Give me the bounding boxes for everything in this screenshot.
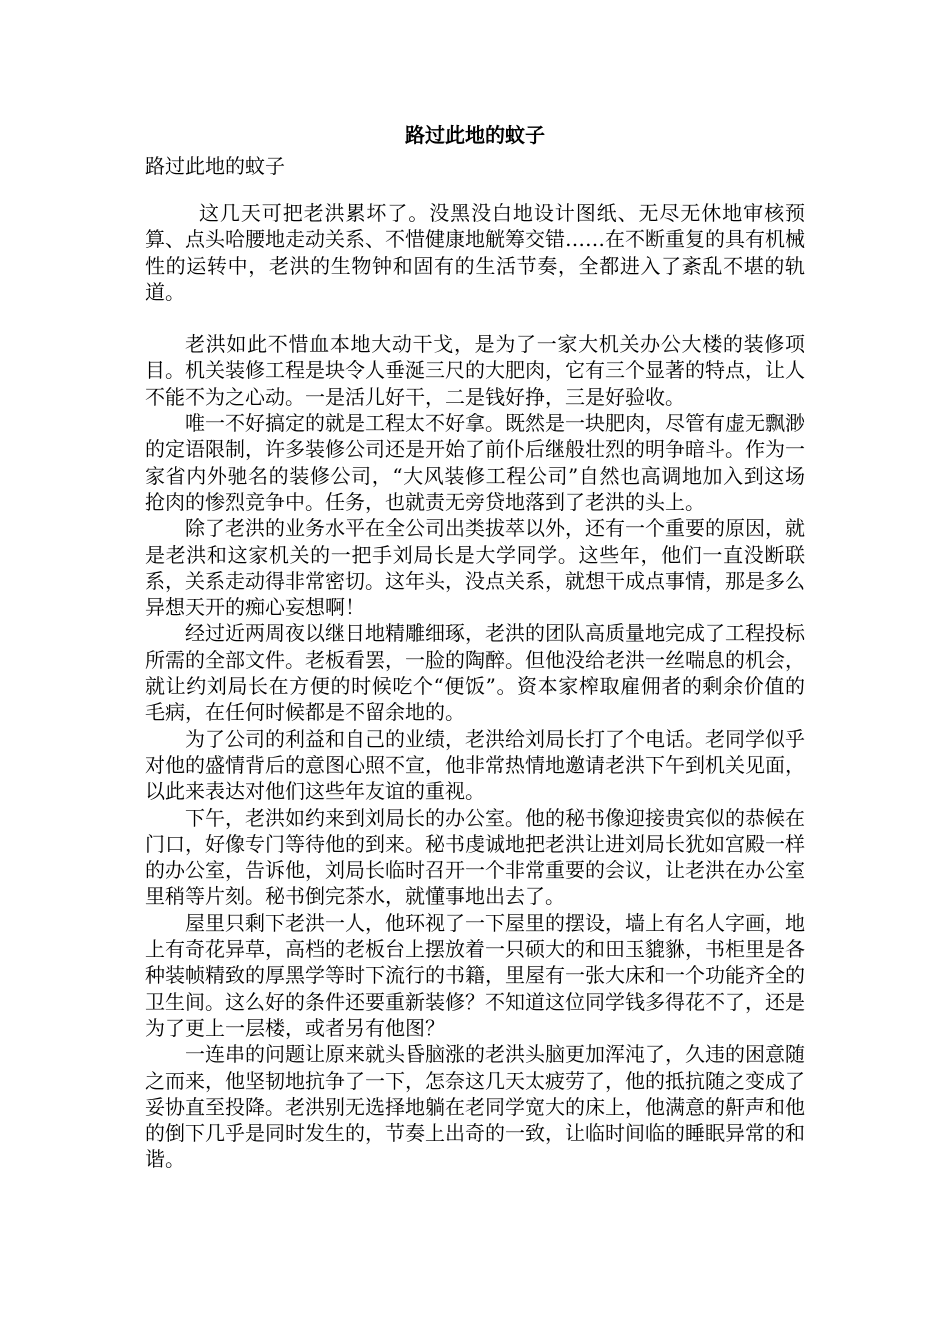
paragraph-6: 为了公司的利益和自己的业绩，老洪给刘局长打了个电话。老同学似乎对他的盛情背后的意图心照不宣，他非常热情地邀请老洪下午到机关见面，以此来表达对他们这些年友谊的重视。 bbox=[145, 726, 805, 804]
document-subtitle: 路过此地的蚊子 bbox=[145, 154, 285, 178]
paragraph-4: 除了老洪的业务水平在全公司出类拔萃以外，还有一个重要的原因，就是老洪和这家机关的一把手刘局长是大学同学。这些年，他们一直没断联系，关系走动得非常密切。这年头，没点关系，就想干成点事情，那是多么异想天开的痴心妄想啊！ bbox=[145, 516, 805, 620]
paragraph-5: 经过近两周夜以继日地精雕细琢，老洪的团队高质量地完成了工程投标所需的全部文件。老板看罢，一脸的陶醉。但他没给老洪一丝喘息的机会，就让约刘局长在方便的时候吃个“便饭”。资本家榨取雇佣者的剩余价值的毛病，在任何时候都是不留余地的。 bbox=[145, 621, 805, 725]
document-page bbox=[145, 118, 805, 1173]
paragraph-1: 这几天可把老洪累坏了。没黑没白地设计图纸、无尽无休地审核预算、点头哈腰地走动关系、不惜健康地觥筹交错……在不断重复的具有机械性的运转中，老洪的生物钟和固有的生活节奏，全都进入了紊乱不堪的轨道。 bbox=[145, 201, 805, 304]
paragraph-9: 一连串的问题让原来就头昏脑涨的老洪头脑更加浑沌了，久违的困意随之而来，他坚韧地抗争了一下，怎奈这几天太疲劳了，他的抵抗随之变成了妥协直至投降。老洪别无选择地躺在老同学宽大的床上，他满意的鼾声和他的倒下几乎是同时发生的，节奏上出奇的一致，让临时间临的睡眠异常的和谐。 bbox=[145, 1042, 805, 1172]
paragraph-2: 老洪如此不惜血本地大动干戈，是为了一家大机关办公大楼的装修项目。机关装修工程是块令人垂涎三尺的大肥肉，它有三个显著的特点，让人不能不为之心动。一是活儿好干，二是钱好挣，三是好验收。 bbox=[145, 332, 805, 409]
paragraph-8: 屋里只剩下老洪一人，他环视了一下屋里的摆设，墙上有名人字画，地上有奇花异草，高档的老板台上摆放着一只硕大的和田玉貔貅，书柜里是各种装帧精致的厚黑学等时下流行的书籍，里屋有一张大床和一个功能齐全的卫生间。这么好的条件还要重新装修？不知道这位同学钱多得花不了，还是为了更上一层楼，或者另有他图？ bbox=[145, 910, 805, 1040]
document-title: 路过此地的蚊子 bbox=[405, 123, 545, 147]
paragraph-3: 唯一不好搞定的就是工程太不好拿。既然是一块肥肉，尽管有虚无飘渺的定语限制，许多装修公司还是开始了前仆后继般壮烈的明争暗斗。作为一家省内外驰名的装修公司，“大风装修工程公司”自然也高调地加入到这场抢肉的惨烈竞争中。任务，也就责无旁贷地落到了老洪的头上。 bbox=[145, 411, 805, 514]
paragraph-spacer bbox=[145, 305, 805, 331]
paragraph-7: 下午，老洪如约来到刘局长的办公室。他的秘书像迎接贵宾似的恭候在门口，好像专门等待他的到来。秘书虔诚地把老洪让进刘局长犹如宫殿一样的办公室，告诉他，刘局长临时召开一个非常重要的会议，让老洪在办公室里稍等片刻。秘书倒完茶水，就懂事地出去了。 bbox=[145, 805, 805, 909]
